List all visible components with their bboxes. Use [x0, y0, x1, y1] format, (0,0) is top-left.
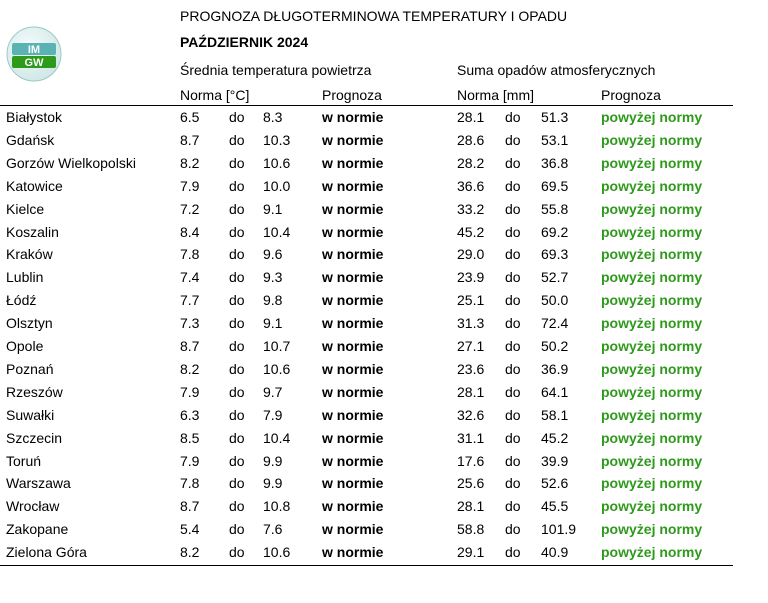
temp-norm-min: 6.3 [180, 406, 200, 423]
temp-norm-min: 7.9 [180, 383, 200, 400]
temp-norm-min: 7.8 [180, 246, 200, 263]
temperature-forecast-header: Prognoza [322, 87, 382, 103]
precip-norm-max: 39.9 [541, 452, 569, 469]
precip-forecast: powyżej normy [601, 452, 703, 469]
temp-norm-max: 9.9 [263, 452, 283, 469]
temp-norm-max: 9.7 [263, 383, 283, 400]
temp-forecast: w normie [322, 498, 384, 515]
temp-norm-max: 10.3 [263, 131, 291, 148]
table-row [0, 106, 768, 129]
precip-norm-separator: do [505, 544, 521, 561]
city-name: Lublin [6, 269, 44, 286]
precip-norm-max: 53.1 [541, 131, 569, 148]
temp-norm-max: 7.9 [263, 406, 283, 423]
precip-norm-min: 28.1 [457, 498, 485, 515]
precip-norm-min: 31.3 [457, 315, 485, 332]
temp-norm-separator: do [229, 177, 245, 194]
precip-norm-separator: do [505, 246, 521, 263]
precip-forecast: powyżej normy [601, 521, 703, 538]
precip-norm-max: 72.4 [541, 315, 569, 332]
precip-forecast: powyżej normy [601, 360, 703, 377]
precip-norm-separator: do [505, 521, 521, 538]
temp-forecast: w normie [322, 269, 384, 286]
temp-norm-max: 10.4 [263, 429, 291, 446]
precip-norm-max: 101.9 [541, 521, 577, 538]
temp-norm-max: 9.1 [263, 315, 283, 332]
temp-norm-separator: do [229, 292, 245, 309]
precip-norm-min: 23.6 [457, 360, 485, 377]
temp-forecast: w normie [322, 109, 384, 125]
city-name: Gorzów Wielkopolski [6, 154, 136, 171]
precip-forecast: powyżej normy [601, 406, 703, 423]
temperature-heading: Średnia temperatura powietrza [180, 62, 372, 78]
temp-norm-min: 8.4 [180, 223, 200, 240]
city-name: Białystok [6, 109, 63, 125]
temp-norm-max: 10.6 [263, 154, 291, 171]
temp-norm-separator: do [229, 109, 245, 125]
city-name: Suwałki [6, 406, 55, 423]
table-row [0, 221, 768, 244]
precip-norm-min: 29.1 [457, 544, 485, 561]
forecast-month: PAŹDZIERNIK 2024 [180, 34, 309, 50]
precip-forecast: powyżej normy [601, 269, 703, 286]
precip-forecast: powyżej normy [601, 498, 703, 515]
temp-forecast: w normie [322, 131, 384, 148]
temp-norm-min: 8.2 [180, 154, 200, 171]
precip-norm-separator: do [505, 131, 521, 148]
temp-forecast: w normie [322, 521, 384, 538]
temp-forecast: w normie [322, 544, 384, 561]
city-name: Warszawa [6, 475, 71, 492]
precip-norm-separator: do [505, 315, 521, 332]
precip-norm-separator: do [505, 429, 521, 446]
temp-forecast: w normie [322, 223, 384, 240]
temp-norm-separator: do [229, 383, 245, 400]
table-row [0, 335, 768, 358]
city-name: Olsztyn [6, 315, 53, 332]
temp-forecast: w normie [322, 429, 384, 446]
precip-forecast: powyżej normy [601, 223, 703, 240]
precip-norm-max: 50.0 [541, 292, 569, 309]
precip-forecast: powyżej normy [601, 177, 703, 194]
logo-line1: IM [27, 44, 41, 56]
precip-norm-max: 45.2 [541, 429, 569, 446]
precip-norm-min: 28.1 [457, 109, 485, 125]
temp-norm-separator: do [229, 544, 245, 561]
temperature-norm-header: Norma [°C] [180, 87, 250, 103]
table-row [0, 495, 768, 518]
precipitation-heading: Suma opadów atmosferycznych [457, 62, 656, 78]
temp-norm-max: 8.3 [263, 109, 283, 125]
precip-norm-min: 36.6 [457, 177, 485, 194]
precip-norm-separator: do [505, 154, 521, 171]
temp-forecast: w normie [322, 338, 384, 354]
temp-norm-min: 8.5 [180, 429, 200, 446]
precip-norm-separator: do [505, 338, 521, 354]
city-name: Wrocław [6, 498, 60, 515]
precip-norm-min: 25.6 [457, 475, 485, 492]
table-row [0, 289, 768, 312]
precip-norm-separator: do [505, 383, 521, 400]
precip-norm-min: 29.0 [457, 246, 485, 263]
table-row [0, 518, 768, 541]
table-row [0, 243, 768, 266]
temp-norm-max: 10.7 [263, 338, 291, 354]
temp-norm-separator: do [229, 223, 245, 240]
precip-forecast: powyżej normy [601, 131, 703, 148]
city-name: Katowice [6, 177, 63, 194]
temp-norm-min: 8.2 [180, 544, 200, 561]
precip-norm-min: 27.1 [457, 338, 485, 354]
precip-norm-min: 58.8 [457, 521, 485, 538]
precip-norm-max: 36.9 [541, 360, 569, 377]
city-name: Kielce [6, 200, 45, 217]
temp-norm-separator: do [229, 360, 245, 377]
temp-norm-max: 9.3 [263, 269, 283, 286]
temp-forecast: w normie [322, 200, 384, 217]
city-name: Koszalin [6, 223, 59, 240]
precip-forecast: powyżej normy [601, 338, 703, 354]
temp-norm-separator: do [229, 521, 245, 538]
temp-norm-min: 7.4 [180, 269, 200, 286]
temp-norm-max: 7.6 [263, 521, 283, 538]
temp-norm-separator: do [229, 429, 245, 446]
temp-forecast: w normie [322, 154, 384, 171]
temp-norm-max: 10.4 [263, 223, 291, 240]
temp-norm-min: 8.7 [180, 338, 200, 354]
document-title: PROGNOZA DŁUGOTERMINOWA TEMPERATURY I OPADU [180, 8, 568, 24]
temp-norm-min: 7.2 [180, 200, 200, 217]
precip-norm-max: 40.9 [541, 544, 569, 561]
temp-norm-separator: do [229, 406, 245, 423]
temp-norm-min: 8.7 [180, 131, 200, 148]
table-row [0, 427, 768, 450]
temp-norm-max: 9.1 [263, 200, 283, 217]
precip-norm-separator: do [505, 200, 521, 217]
precip-norm-separator: do [505, 475, 521, 492]
temp-norm-max: 10.6 [263, 360, 291, 377]
precip-norm-min: 28.6 [457, 131, 485, 148]
precip-norm-min: 31.1 [457, 429, 485, 446]
table-row [0, 175, 768, 198]
table-row [0, 472, 768, 495]
precip-norm-min: 28.2 [457, 154, 485, 171]
precip-norm-separator: do [505, 360, 521, 377]
table-row [0, 129, 768, 152]
temp-norm-separator: do [229, 154, 245, 171]
city-name: Poznań [6, 360, 54, 377]
table-row [0, 450, 768, 473]
temp-norm-separator: do [229, 338, 245, 354]
temp-norm-min: 6.5 [180, 109, 200, 125]
imgw-logo [6, 26, 62, 82]
precip-forecast: powyżej normy [601, 154, 703, 171]
temp-forecast: w normie [322, 292, 384, 309]
temp-norm-max: 9.8 [263, 292, 283, 309]
temp-forecast: w normie [322, 452, 384, 469]
precip-norm-max: 36.8 [541, 154, 569, 171]
temp-norm-min: 8.2 [180, 360, 200, 377]
precip-norm-max: 50.2 [541, 338, 569, 354]
city-name: Opole [6, 338, 44, 354]
temp-norm-max: 10.8 [263, 498, 291, 515]
temp-forecast: w normie [322, 177, 384, 194]
precip-forecast: powyżej normy [601, 544, 703, 561]
table-row [0, 358, 768, 381]
temp-norm-min: 7.8 [180, 475, 200, 492]
precip-norm-max: 69.5 [541, 177, 569, 194]
temp-norm-separator: do [229, 475, 245, 492]
temp-norm-min: 7.9 [180, 177, 200, 194]
precip-norm-separator: do [505, 109, 521, 125]
precip-norm-min: 28.1 [457, 383, 485, 400]
temp-forecast: w normie [322, 246, 384, 263]
temp-forecast: w normie [322, 383, 384, 400]
precip-norm-separator: do [505, 223, 521, 240]
precip-norm-max: 51.3 [541, 109, 569, 125]
table-row [0, 404, 768, 427]
precip-forecast: powyżej normy [601, 292, 703, 309]
precip-forecast: powyżej normy [601, 429, 703, 446]
temp-norm-separator: do [229, 452, 245, 469]
table-row [0, 312, 768, 335]
precip-norm-min: 25.1 [457, 292, 485, 309]
precip-forecast: powyżej normy [601, 200, 703, 217]
temp-norm-separator: do [229, 200, 245, 217]
precip-norm-max: 64.1 [541, 383, 569, 400]
precip-norm-separator: do [505, 452, 521, 469]
precip-norm-separator: do [505, 292, 521, 309]
city-name: Zielona Góra [6, 544, 87, 561]
precip-forecast: powyżej normy [601, 475, 703, 492]
table-row [0, 198, 768, 221]
precip-norm-separator: do [505, 406, 521, 423]
precip-norm-max: 52.7 [541, 269, 569, 286]
precip-forecast: powyżej normy [601, 109, 703, 125]
precip-norm-max: 52.6 [541, 475, 569, 492]
imgw-logo-icon [6, 26, 62, 82]
city-name: Łódź [6, 292, 37, 309]
temp-norm-separator: do [229, 315, 245, 332]
temp-forecast: w normie [322, 360, 384, 377]
precipitation-forecast-header: Prognoza [601, 87, 661, 103]
logo-line2: GW [24, 57, 44, 69]
precip-norm-max: 69.2 [541, 223, 569, 240]
table-row [0, 266, 768, 289]
temp-norm-max: 10.6 [263, 544, 291, 561]
city-name: Kraków [6, 246, 53, 263]
precip-norm-separator: do [505, 498, 521, 515]
temp-norm-min: 5.4 [180, 521, 200, 538]
city-name: Toruń [6, 452, 42, 469]
city-name: Szczecin [6, 429, 63, 446]
city-name: Zakopane [6, 521, 69, 538]
precip-norm-min: 45.2 [457, 223, 485, 240]
precip-norm-max: 45.5 [541, 498, 569, 515]
precip-norm-min: 17.6 [457, 452, 485, 469]
temp-norm-min: 8.7 [180, 498, 200, 515]
precip-norm-min: 33.2 [457, 200, 485, 217]
temp-forecast: w normie [322, 406, 384, 423]
temp-norm-separator: do [229, 498, 245, 515]
temp-norm-max: 9.9 [263, 475, 283, 492]
precipitation-norm-header: Norma [mm] [457, 87, 534, 103]
table-row [0, 541, 768, 564]
precip-norm-separator: do [505, 269, 521, 286]
temp-norm-max: 9.6 [263, 246, 283, 263]
temp-norm-min: 7.3 [180, 315, 200, 332]
temp-forecast: w normie [322, 315, 384, 332]
precip-norm-min: 32.6 [457, 406, 485, 423]
temp-norm-min: 7.9 [180, 452, 200, 469]
precip-norm-max: 69.3 [541, 246, 569, 263]
table-row [0, 381, 768, 404]
precip-forecast: powyżej normy [601, 246, 703, 263]
precip-forecast: powyżej normy [601, 315, 703, 332]
city-name: Gdańsk [6, 131, 55, 148]
precip-forecast: powyżej normy [601, 383, 703, 400]
temp-norm-separator: do [229, 246, 245, 263]
temp-norm-separator: do [229, 131, 245, 148]
temp-norm-min: 7.7 [180, 292, 200, 309]
precip-norm-max: 55.8 [541, 200, 569, 217]
temp-norm-separator: do [229, 269, 245, 286]
precip-norm-min: 23.9 [457, 269, 485, 286]
table-row [0, 152, 768, 175]
precip-norm-separator: do [505, 177, 521, 194]
temp-forecast: w normie [322, 475, 384, 492]
city-name: Rzeszów [6, 383, 63, 400]
precip-norm-max: 58.1 [541, 406, 569, 423]
temp-norm-max: 10.0 [263, 177, 291, 194]
footer-rule [0, 565, 733, 566]
